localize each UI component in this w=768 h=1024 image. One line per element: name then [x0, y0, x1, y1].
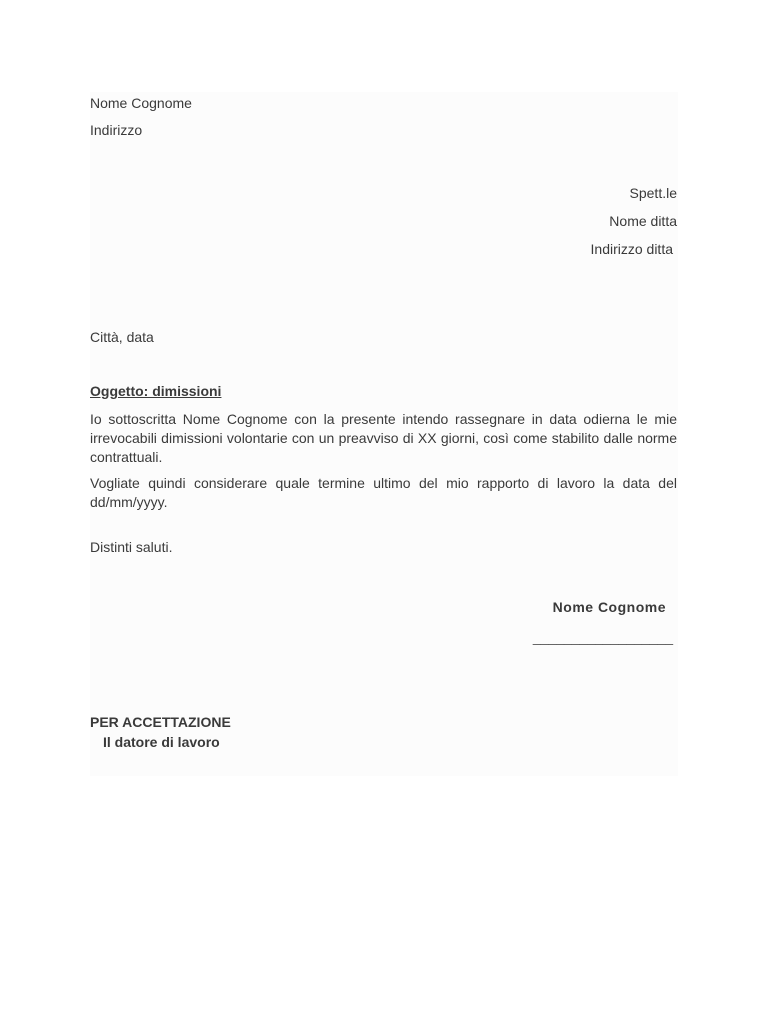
recipient-salutation: Spett.le [629, 185, 677, 201]
body-paragraph-2: Vogliate quindi considerare quale termine ultimo del mio rapporto di lavoro la data del dd/mm/yyyy. [90, 475, 677, 510]
closing: Distinti saluti. [90, 539, 173, 555]
sender-name: Nome Cognome [90, 95, 192, 111]
body-paragraph-1: Io sottoscritta Nome Cognome con la presente intendo rassegnare in data odierna le mie irrevocabili dimissioni volontarie con un preavviso di XX giorni, così come stabilito dalle norme contrattuali. [90, 411, 677, 465]
recipient-company: Nome ditta [609, 213, 677, 229]
sender-address: Indirizzo [90, 122, 143, 138]
acceptance-title: PER ACCETTAZIONE [90, 714, 231, 730]
recipient-company-address: Indirizzo ditta [590, 241, 673, 257]
signature-name: Nome Cognome [552, 599, 666, 615]
acceptance-employer: Il datore di lavoro [103, 734, 220, 750]
signature-line: __________________ [532, 629, 673, 645]
place-date: Città, data [90, 329, 154, 345]
letter-subject: Oggetto: dimissioni [90, 383, 222, 399]
